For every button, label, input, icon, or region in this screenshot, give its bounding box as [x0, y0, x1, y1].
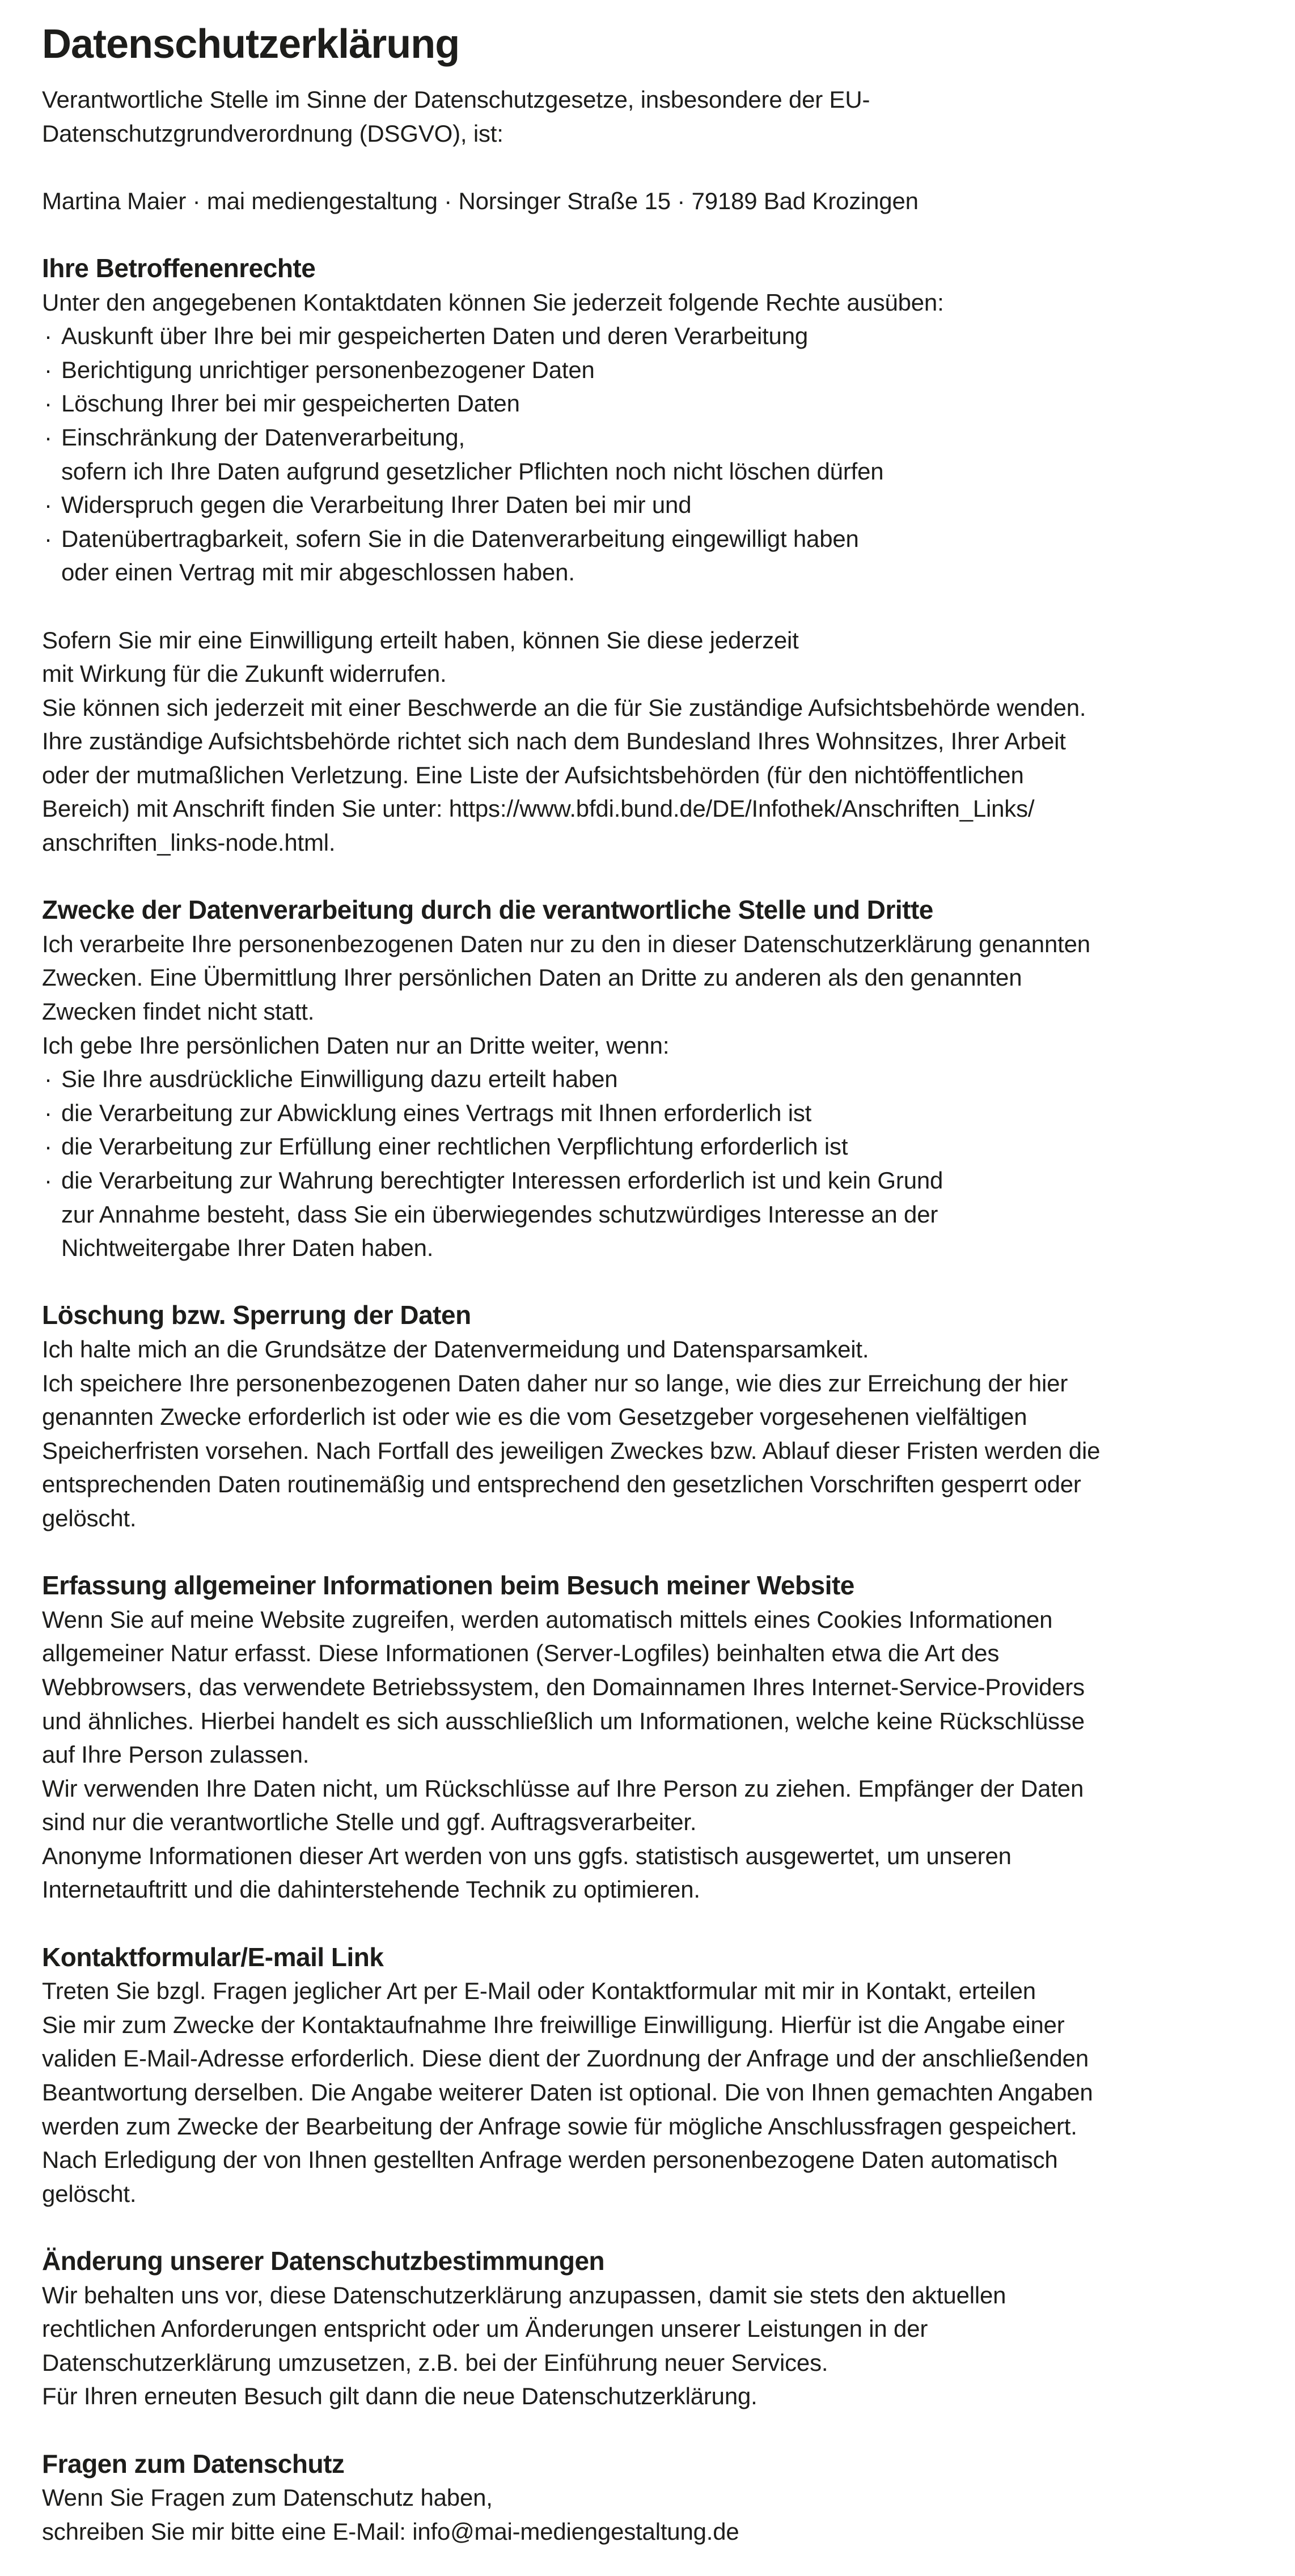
blank-line	[42, 1265, 1272, 1299]
text-line: entsprechenden Daten routinemäßig und entsprechend den gesetzlichen Vorschriften gesperrt oder	[42, 1471, 1081, 1498]
bullet-marker-icon: ·	[44, 1133, 52, 1160]
bullet-line	[42, 421, 1272, 455]
bullet-marker-icon: ·	[44, 1066, 52, 1093]
text-line: validen E-Mail-Adresse erforderlich. Diese dient der Zuordnung der Anfrage und der anschließenden	[42, 2045, 1089, 2072]
text-line: Zwecken. Eine Übermittlung Ihrer persönlichen Daten an Dritte zu anderen als den genannten	[42, 964, 1022, 991]
section-heading: Änderung unserer Datenschutzbestimmungen	[42, 2246, 605, 2276]
text-line: Speicherfristen vorsehen. Nach Fortfall des jeweiligen Zweckes bzw. Ablauf dieser Fristen werden die	[42, 1437, 1101, 1464]
section-heading: Löschung bzw. Sperrung der Daten	[42, 1300, 471, 1330]
text-line: Nach Erledigung der von Ihnen gestellten Anfrage werden personenbezogene Daten automatisch	[42, 2146, 1058, 2174]
blank-line	[42, 2413, 1272, 2447]
section-heading: Fragen zum Datenschutz	[42, 2448, 345, 2479]
blank-line	[42, 2210, 1272, 2244]
text-line: Sofern Sie mir eine Einwilligung erteilt haben, können Sie diese jederzeit	[42, 626, 799, 653]
text-line: Wir behalten uns vor, diese Datenschutzerklärung anzupassen, damit sie stets den aktuellen	[42, 2281, 1006, 2308]
bullet-line	[42, 353, 1272, 387]
bullet-text: Löschung Ihrer bei mir gespeicherten Daten	[61, 390, 520, 417]
bullet-line	[42, 1062, 1272, 1096]
bullet-text: Datenübertragbarkeit, sofern Sie in die Datenverarbeitung eingewilligt haben	[61, 525, 859, 552]
text-line: anschriften_links-node.html.	[42, 829, 336, 856]
bullet-text: die Verarbeitung zur Abwicklung eines Vertrags mit Ihnen erforderlich ist	[61, 1099, 812, 1126]
text-line: Verantwortliche Stelle im Sinne der Datenschutzgesetze, insbesondere der EU-	[42, 86, 870, 113]
blank-line	[42, 589, 1272, 623]
text-line: Anonyme Informationen dieser Art werden von uns ggfs. statistisch ausgewertet, um unseren	[42, 1842, 1012, 1869]
text-line: Treten Sie bzgl. Fragen jeglicher Art per E-Mail oder Kontaktformular mit mir in Kontakt, erteilen	[42, 1977, 1036, 2005]
page-title: Datenschutzerklärung	[42, 22, 460, 67]
blank-line	[42, 1907, 1272, 1941]
text-line: Webbrowsers, das verwendete Betriebssystem, den Domainnamen Ihres Internet-Service-Providers	[42, 1673, 1085, 1700]
text-line: Martina Maier · mai mediengestaltung · Norsinger Straße 15 · 79189 Bad Krozingen	[42, 187, 919, 214]
bullet-line	[42, 1130, 1272, 1164]
text-line: und ähnliches. Hierbei handelt es sich ausschließlich um Informationen, welche keine Rückschlüsse	[42, 1707, 1085, 1734]
bullet-marker-icon: ·	[44, 423, 52, 451]
text-line: werden zum Zwecke der Bearbeitung der Anfrage sowie für mögliche Anschlussfragen gespeichert.	[42, 2112, 1077, 2140]
text-line: Wenn Sie auf meine Website zugreifen, werden automatisch mittels eines Cookies Informationen	[42, 1606, 1053, 1633]
bullet-continuation-line: sofern ich Ihre Daten aufgrund gesetzlicher Pflichten noch nicht löschen dürfen	[61, 457, 884, 485]
bullet-continuation-line: zur Annahme besteht, dass Sie ein überwiegendes schutzwürdiges Interesse an der	[61, 1200, 938, 1228]
text-line: Beantwortung derselben. Die Angabe weiterer Daten ist optional. Die von Ihnen gemachten Angaben	[42, 2079, 1093, 2106]
blank-line	[42, 860, 1272, 894]
bullet-marker-icon: ·	[44, 1167, 52, 1194]
bullet-text: Sie Ihre ausdrückliche Einwilligung dazu erteilt haben	[61, 1066, 618, 1093]
text-line: Sie können sich jederzeit mit einer Beschwerde an die für Sie zuständige Aufsichtsbehörde wenden.	[42, 694, 1086, 721]
bullet-continuation-line: oder einen Vertrag mit mir abgeschlossen haben.	[61, 559, 575, 586]
bullet-marker-icon: ·	[44, 322, 52, 350]
text-line: genannten Zwecke erforderlich ist oder wie es die vom Gesetzgeber vorgesehenen vielfältigen	[42, 1403, 1027, 1431]
bullet-text: Berichtigung unrichtiger personenbezogener Daten	[61, 356, 595, 383]
bullet-line	[42, 1096, 1272, 1130]
blank-line	[42, 218, 1272, 252]
text-line: allgemeiner Natur erfasst. Diese Informationen (Server-Logfiles) beinhalten etwa die Art des	[42, 1640, 1000, 1667]
bullet-line	[42, 1164, 1272, 1198]
text-line: Wenn Sie Fragen zum Datenschutz haben,	[42, 2484, 493, 2511]
text-line: Ich halte mich an die Grundsätze der Datenvermeidung und Datensparsamkeit.	[42, 1335, 869, 1363]
text-line: rechtlichen Anforderungen entspricht oder um Änderungen unserer Leistungen in der	[42, 2315, 928, 2342]
text-line: Ich speichere Ihre personenbezogenen Daten daher nur so lange, wie dies zur Erreichung der hier	[42, 1369, 1068, 1397]
blank-line	[42, 1535, 1272, 1569]
text-line: Bereich) mit Anschrift finden Sie unter: https://www.bfdi.bund.de/DE/Infothek/Anschriften_Links/	[42, 795, 1035, 822]
bullet-text: Einschränkung der Datenverarbeitung,	[61, 423, 465, 451]
bullet-marker-icon: ·	[44, 525, 52, 552]
bullet-text: die Verarbeitung zur Wahrung berechtigter Interessen erforderlich ist und kein Grund	[61, 1167, 943, 1194]
text-line: oder der mutmaßlichen Verletzung. Eine Liste der Aufsichtsbehörden (für den nichtöffentlichen	[42, 761, 1024, 788]
section-heading: Ihre Betroffenenrechte	[42, 253, 316, 283]
blank-line	[42, 150, 1272, 184]
text-line: Zwecken findet nicht statt.	[42, 998, 315, 1025]
text-line: Für Ihren erneuten Besuch gilt dann die neue Datenschutzerklärung.	[42, 2383, 757, 2410]
text-line: Ich gebe Ihre persönlichen Daten nur an Dritte weiter, wenn:	[42, 1032, 670, 1059]
bullet-marker-icon: ·	[44, 390, 52, 417]
text-line: auf Ihre Person zulassen.	[42, 1741, 310, 1768]
bullet-marker-icon: ·	[44, 1099, 52, 1126]
text-line: schreiben Sie mir bitte eine E-Mail: info@mai-mediengestaltung.de	[42, 2518, 739, 2545]
section-heading: Kontaktformular/E-mail Link	[42, 1942, 384, 1972]
section-heading: Zwecke der Datenverarbeitung durch die verantwortliche Stelle und Dritte	[42, 895, 933, 925]
text-line: mit Wirkung für die Zukunft widerrufen.	[42, 660, 447, 688]
text-line: Ihre zuständige Aufsichtsbehörde richtet sich nach dem Bundesland Ihres Wohnsitzes, Ihrer Arbeit	[42, 728, 1066, 755]
text-line: Wir verwenden Ihre Daten nicht, um Rückschlüsse auf Ihre Person zu ziehen. Empfänger der Daten	[42, 1775, 1084, 1802]
bullet-line	[42, 488, 1272, 522]
bullet-marker-icon: ·	[44, 491, 52, 519]
text-line: gelöscht.	[42, 2180, 137, 2207]
bullet-continuation-line: Nichtweitergabe Ihrer Daten haben.	[61, 1234, 434, 1262]
document-body	[42, 83, 1272, 2548]
text-line: Datenschutzgrundverordnung (DSGVO), ist:	[42, 120, 503, 147]
section-heading: Erfassung allgemeiner Informationen beim Besuch meiner Website	[42, 1571, 854, 1601]
bullet-line	[42, 319, 1272, 353]
text-line: Internetauftritt und die dahinterstehende Technik zu optimieren.	[42, 1876, 700, 1903]
bullet-line	[42, 522, 1272, 556]
text-line: Sie mir zum Zwecke der Kontaktaufnahme Ihre freiwillige Einwilligung. Hierfür ist die Angabe einer	[42, 2011, 1065, 2038]
text-line: sind nur die verantwortliche Stelle und ggf. Auftragsverarbeiter.	[42, 1809, 697, 1836]
text-line: Unter den angegebenen Kontaktdaten können Sie jederzeit folgende Rechte ausüben:	[42, 288, 944, 316]
bullet-line	[42, 387, 1272, 421]
bullet-text: die Verarbeitung zur Erfüllung einer rechtlichen Verpflichtung erforderlich ist	[61, 1133, 848, 1160]
bullet-marker-icon: ·	[44, 356, 52, 383]
text-line: gelöscht.	[42, 1504, 137, 1531]
bullet-text: Widerspruch gegen die Verarbeitung Ihrer Daten bei mir und	[61, 491, 692, 519]
bullet-text: Auskunft über Ihre bei mir gespeicherten Daten und deren Verarbeitung	[61, 322, 809, 350]
text-line: Datenschutzerklärung umzusetzen, z.B. bei der Einführung neuer Services.	[42, 2349, 828, 2376]
text-line: Ich verarbeite Ihre personenbezogenen Daten nur zu den in dieser Datenschutzerklärung genannten	[42, 930, 1090, 957]
